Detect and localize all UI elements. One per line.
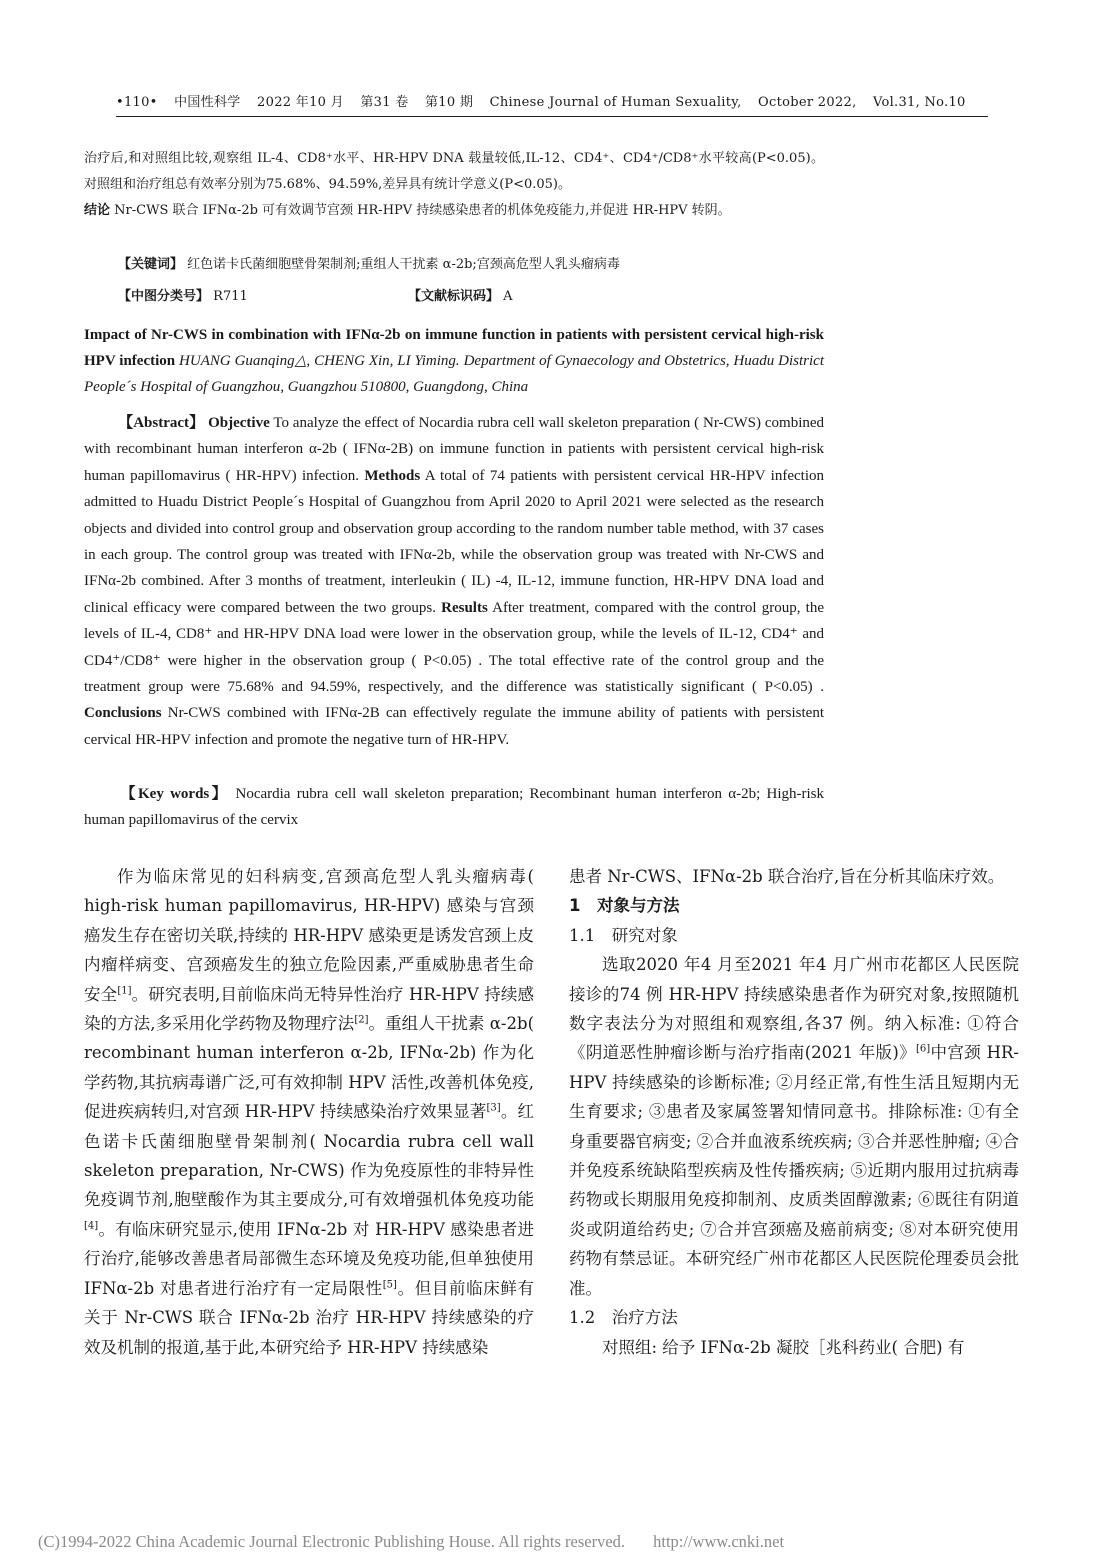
keywords-label-cn: 【关键词】 <box>118 257 184 272</box>
subsection-heading-1-1: 1.1 研究对象 <box>569 925 678 945</box>
clc-value: R711 <box>213 289 248 304</box>
authors-affiliation: HUANG Guanqing△, CHENG Xin, LI Yiming. Department of Gynaecology and Obstetrics, Huadu District People´s Hospital of Guangzhou, Guangzhou 510800, Guangdong, China <box>84 353 825 395</box>
clc-label: 【中图分类号】 <box>118 289 210 304</box>
copyright-text: (C)1994-2022 China Academic Journal Electronic Publishing House. All rights reserved. <box>38 1532 626 1551</box>
objective-label: Objective <box>208 415 270 431</box>
document-code <box>408 286 513 308</box>
intro-text-1: 作为临床常见的妇科病变,宫颈高危型人乳头瘤病毒( high-risk human papillomavirus, HR-HPV) 感染与宫颈癌发生存在密切关联,持续的 HR-HPV 感染更是诱发宫颈上皮内瘤样病变、宫颈癌发生的独立危险因素,严重威胁患者生命安全 <box>84 867 534 1004</box>
issue-date-en: October 2022, <box>758 95 857 110</box>
citation-3[interactable]: [3] <box>486 1102 501 1114</box>
citation-1[interactable]: [1] <box>117 985 132 997</box>
footer <box>38 1532 1068 1552</box>
treatment-paragraph: 对照组: 给予 IFNα-2b 凝胶［兆科药业( 合肥) 有 <box>602 1337 965 1357</box>
footer-url[interactable]: http://www.cnki.net <box>653 1532 785 1551</box>
conclusion-text-cn: Nr-CWS 联合 IFNα-2b 可有效调节宫颈 HR-HPV 持续感染患者的机体免疫能力,并促进 HR-HPV 转阴。 <box>114 203 731 218</box>
body-right-column <box>569 862 1019 1362</box>
doc-code-value: A <box>503 289 513 304</box>
subsection-heading-1-2: 1.2 治疗方法 <box>569 1308 678 1328</box>
citation-4[interactable]: [4] <box>84 1220 99 1232</box>
conclusions-text: Nr-CWS combined with IFNα-2B can effectively regulate the immune ability of patients with persistent cervical HR-HPV infection and promote the negative turn of HR-HPV. <box>84 705 824 748</box>
chinese-abstract <box>84 146 824 224</box>
methods-label: Methods <box>364 467 421 484</box>
body-left-column <box>84 862 534 1362</box>
intro-text-2: 。研究表明,目前临床尚无特异性治疗 HR-HPV 持续感染的方法,多采用化学药物及物理疗法 <box>84 984 535 1034</box>
journal-name-en: Chinese Journal of Human Sexuality, <box>489 95 742 110</box>
volume-issue-en: Vol.31, No.10 <box>872 95 966 110</box>
citation-5[interactable]: [5] <box>382 1279 397 1291</box>
abstract-label: 【Abstract】 <box>118 415 205 431</box>
issue-number-cn: 第10 期 <box>425 95 474 110</box>
citation-6[interactable]: [6] <box>916 1043 931 1055</box>
classification-row <box>118 286 824 308</box>
volume-cn: 第31 卷 <box>360 95 409 110</box>
keywords-label-en: 【Key words】 <box>118 786 230 802</box>
methods-text: A total of 74 patients with persistent cervical HR-HPV infection admitted to Huadu District People´s Hospital of Guangzhou from April 2020 to April 2021 were selected as the research objects and divided into control group and observation group according to the random number table method, with 37 cases in each group. The control group was treated with IFNα-2b, while the observation group was treated with Nr-CWS and IFNα-2b combined. After 3 months of treatment, interleukin ( IL) -4, IL-12, immune function, HR-HPV DNA load and clinical efficacy were compared between the two groups. <box>84 467 824 616</box>
intro-text-6: 。但目前临床鲜有关于 Nr-CWS 联合 IFNα-2b 治疗 HR-HPV 持续感染的疗效及机制的报道,基于此,本研究给予 HR-HPV 持续感染 <box>84 1278 534 1357</box>
keywords-text-cn: 红色诺卡氏菌细胞壁骨架制剂;重组人干扰素 α-2b;宫颈高危型人乳头瘤病毒 <box>187 257 620 272</box>
issue-date-cn: 2022 年10 月 <box>257 95 344 110</box>
conclusions-label: Conclusions <box>84 705 162 722</box>
results-text: After treatment, compared with the control group, the levels of IL-4, CD8⁺ and HR-HPV DNA load were lower in the observation group, while the levels of IL-12, CD4⁺ and CD4⁺/CD8⁺ were higher in the observation group ( P<0.05) . The total effective rate of the control group and the treatment group were 75.68% and 94.59%, respectively, and the difference was statistically significant ( P<0.05) . <box>84 599 824 696</box>
intro-continuation: 患者 Nr-CWS、IFNα-2b 联合治疗,旨在分析其临床疗效。 <box>569 867 1005 886</box>
doc-code-label: 【文献标识码】 <box>408 289 500 304</box>
english-abstract <box>84 410 824 753</box>
intro-text-3: 。重组人干扰素 α-2b( recombinant human interferon α-2b, IFNα-2b) 作为化学药物,其抗病毒谱广泛,可有效抑制 HPV 活性,改善机体免疫,促进疾病转归,对宫颈 HR-HPV 持续感染治疗效果显著 <box>84 1014 535 1122</box>
subjects-text-1: 选取2020 年4 月至2021 年4 月广州市花都区人民医院接诊的74 例 HR-HPV 持续感染患者作为研究对象,按照随机数字表法分为对照组和观察组,各37 例。纳入标准: ①符合《阴道恶性肿瘤诊断与治疗指南(2021 年版)》 <box>569 955 1019 1063</box>
intro-text-5: 。有临床研究显示,使用 IFNα-2b 对 HR-HPV 感染患者进行治疗,能够改善患者局部微生态环境及免疫功能,但单独使用 IFNα-2b 对患者进行治疗有一定局限性 <box>84 1219 534 1298</box>
subjects-text-2: 中宫颈 HR-HPV 持续感染的诊断标准; ②月经正常,有性生活且短期内无生育要求; ③患者及家属签署知情同意书。排除标准: ①有全身重要器官病变; ②合并血液系统疾病; ③合并恶性肿瘤; ④合并免疫系统缺陷型疾病及性传播疾病; ⑤近期内服用过抗病毒药物或长期服用免疫抑制剂、皮质类固醇激素; ⑥既往有阴道炎或阴道给药史; ⑦合并宫颈癌及癌前病变; ⑧对本研究使用药物有禁忌证。本研究经广州市花都区人民医院伦理委员会批准。 <box>569 1043 1019 1298</box>
intro-text-4: 。红色诺卡氏菌细胞壁骨架制剂( Nocardia rubra cell wall skeleton preparation, Nr-CWS) 作为免疫原性的非特异性免疫调节剂,胞壁酸作为其主要成分,可有效增强机体免疫功能 <box>84 1102 535 1210</box>
english-title-block <box>84 322 824 400</box>
citation-2[interactable]: [2] <box>354 1014 369 1026</box>
keywords-cn <box>118 254 824 276</box>
running-header <box>116 92 988 117</box>
intro-paragraph <box>84 862 534 1362</box>
conclusion-label: 结论 <box>84 203 111 218</box>
page-number: •110• <box>116 95 158 110</box>
objective-text: To analyze the effect of Nocardia rubra cell wall skeleton preparation ( Nr-CWS) combined with recombinant human interferon α-2b ( IFNα-2B) on immune function in patients with persistent cervical high-risk human papillomavirus ( HR-HPV) infection. <box>84 415 825 484</box>
results-label: Results <box>441 599 488 616</box>
keywords-text-en: Nocardia rubra cell wall skeleton preparation; Recombinant human interferon α-2b; High-risk human papillomavirus of the cervix <box>84 786 824 828</box>
english-keywords <box>84 781 824 833</box>
journal-name-cn: 中国性科学 <box>174 95 241 110</box>
abstract-results-cn: 治疗后,和对照组比较,观察组 IL-4、CD8⁺水平、HR-HPV DNA 载量较低,IL-12、CD4⁺、CD4⁺/CD8⁺水平较高(P<0.05)。对照组和治疗组总有效率分别为75.68%、94.59%,差异具有统计学意义(P<0.05)。 <box>84 151 824 192</box>
section-heading-1: 1 对象与方法 <box>569 896 680 916</box>
subjects-paragraph <box>569 950 1019 1303</box>
english-title: Impact of Nr-CWS in combination with IFNα-2b on immune function in patients with persistent cervical high-risk HPV infection <box>84 327 824 369</box>
